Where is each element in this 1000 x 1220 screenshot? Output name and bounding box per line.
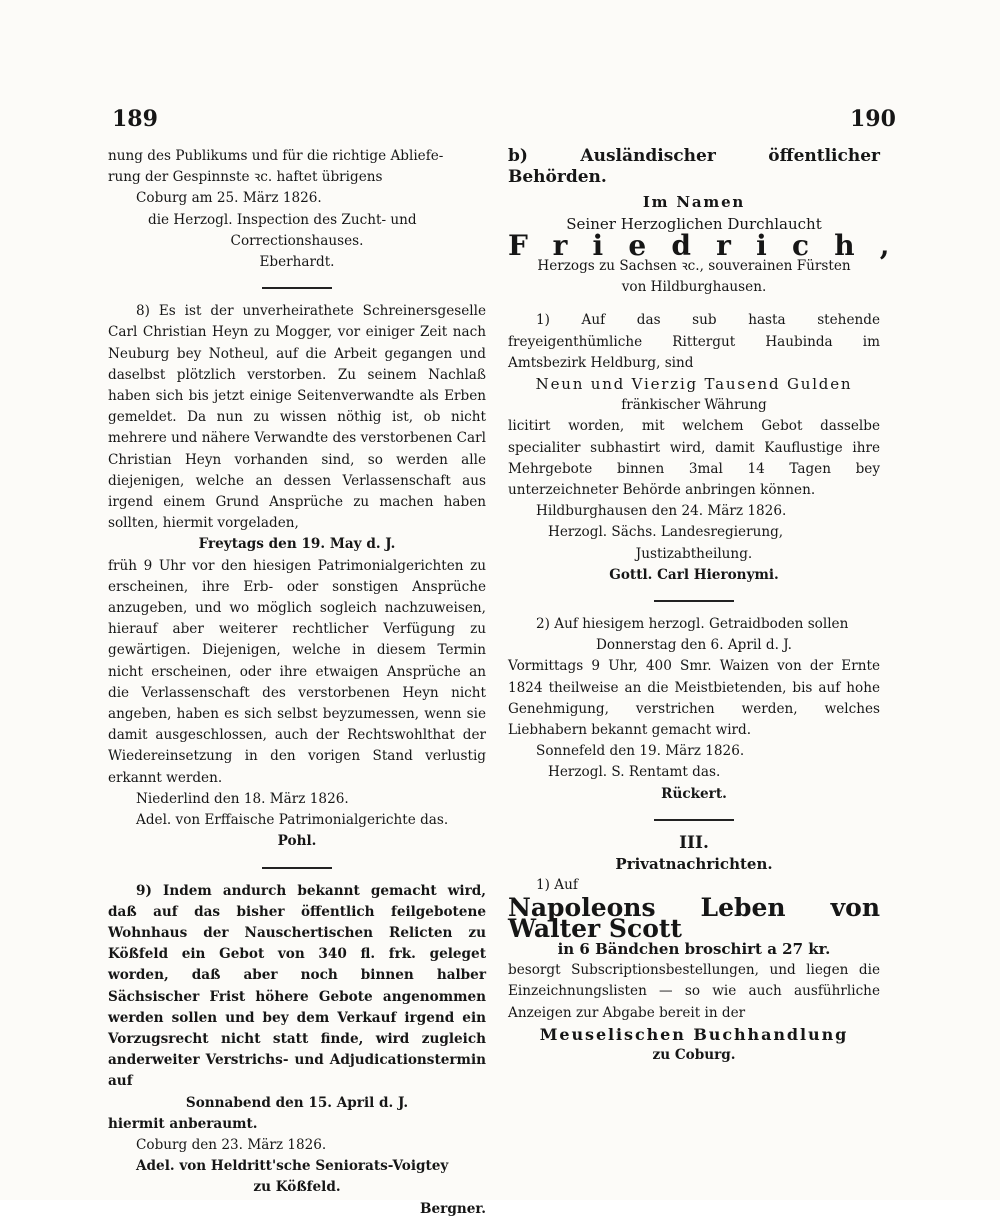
notice-signature-name: Eberhardt.: [259, 254, 335, 271]
notice-signature-authority-2: Correctionshauses.: [230, 232, 364, 249]
right-column: [508, 146, 915, 1066]
notice-r2-date: Donnerstag den 6. April d. J.: [596, 637, 792, 654]
bookshop-city: zu Coburg.: [652, 1046, 736, 1063]
notice-9-signature-name: Bergner.: [420, 1200, 486, 1217]
private-item-1-body: besorgt Subscriptionsbestellungen, und liegen die Einzeichnungslisten — so wie auch ausführliche Anzeigen zur Abgabe bereit in der: [508, 962, 880, 1021]
separator-rule: [654, 600, 734, 602]
notice-8-signature-authority: Adel. von Erffaische Patrimonialgerichte das.: [136, 812, 449, 829]
notice-r2-signature-name: Rückert.: [661, 785, 727, 802]
book-edition: in 6 Bändchen broschirt a 27 kr.: [557, 939, 831, 958]
notice-r1-body-2: licitirt worden, mit welchem Gebot dasselbe specialiter subhastirt wird, damit Kauflustige ihre Mehrgebote binnen 3mal 14 Tagen bey unterzeichneter Behörde anbringen können.: [508, 418, 880, 499]
notice-8-signature-name: Pohl.: [277, 833, 317, 850]
notice-r2-place-date: Sonnefeld den 19. März 1826.: [536, 743, 745, 760]
serene-highness-line: Seiner Herzoglichen Durchlaucht: [566, 214, 822, 233]
notice-r1-place-date: Hildburghausen den 24. März 1826.: [536, 503, 787, 520]
notice-r1-amount: Neun und Vierzig Tausend Gulden: [535, 375, 853, 394]
notice-9-date: Sonnabend den 15. April d. J.: [185, 1094, 409, 1111]
notice-r1-signature-name: Gottl. Carl Hieronymi.: [609, 566, 779, 583]
continuation-line-1: nung des Publikums und für die richtige Abliefe-: [108, 148, 444, 164]
notice-signature-authority: die Herzogl. Inspection des Zucht- und: [148, 211, 417, 228]
notice-9-body: 9) Indem andurch bekannt gemacht wird, daß auf das bisher öffentlich feilgebotene Wohnhaus der Nauschertischen Relicten zu Kößfeld ein Gebot von 340 fl. frk. geleget worden, daß aber noch binnen halber Sächsischer Frist höhere Gebote angenommen werden sollen und bey dem Verkauf irgend ein Vorzugsrecht nicht statt finde, wird zugleich anderweiter Verstrichs- und Adjudicationstermin auf: [108, 882, 486, 1090]
notice-r2-body: 2) Auf hiesigem herzogl. Getraidboden sollen: [536, 616, 849, 633]
notice-9-body-2: hiermit anberaumt.: [108, 1115, 258, 1132]
notice-r1-body: 1) Auf das sub hasta stehende freyeigenthümliche Rittergut Haubinda im Amtsbezirk Heldburg, sind: [508, 312, 880, 371]
notice-9-place-date: Coburg den 23. März 1826.: [136, 1136, 327, 1153]
left-column: [108, 146, 486, 1220]
in-the-name-line: Im Namen: [642, 193, 746, 212]
bookshop-name: Meuselischen Buchhandlung: [539, 1024, 849, 1044]
notice-date: Coburg am 25. März 1826.: [136, 190, 322, 207]
ruler-name: Friedrich,: [508, 228, 915, 262]
notice-8-body-2: früh 9 Uhr vor den hiesigen Patrimonialgerichten zu erscheinen, ihre Erb- oder sonstigen Ansprüche anzugeben, und wo möglich sogleich nachzuweisen, hierauf aber weiterer rechtlicher Verfügung zu gewärtigen. Diejenigen, welche in diesem Termin nicht erscheinen, oder ihre etwaigen Ansprüche an die Verlassenschaft des verstorbenen Heyn nicht angeben, haben es sich selbst beyzumessen, wenn sie damit ausgeschlossen, auch der Rechtswohlthat der Wiedereinsetzung in den vorigen Stand verlustig erkannt werden.: [108, 557, 486, 786]
ruler-title-2: von Hildburghausen.: [621, 279, 767, 296]
continuation-line-2: rung der Gespinnste ꝛc. haftet übrigens: [108, 169, 383, 186]
section-title-private-news: Privatnachrichten.: [615, 855, 773, 874]
section-number: III.: [679, 832, 709, 853]
page-number-right: 190: [850, 106, 896, 132]
ruler-title-1: Herzogs zu Sachsen ꝛc., souverainen Fürsten: [537, 258, 851, 275]
section-heading-foreign-authorities: b) Ausländischer öffentlicher Behörden.: [508, 146, 880, 188]
notice-9-signature-place: zu Kößfeld.: [253, 1179, 341, 1196]
notice-9-signature-authority: Adel. von Heldritt'sche Seniorats-Voigtey: [136, 1158, 449, 1175]
notice-r1-signature-dept: Justizabtheilung.: [635, 545, 753, 562]
notice-8-place-date: Niederlind den 18. März 1826.: [136, 790, 349, 807]
notice-r1-signature-authority: Herzogl. Sächs. Landesregierung,: [548, 524, 784, 541]
book-title: Napoleons Leben von Walter Scott: [508, 892, 880, 943]
notice-8-date: Freytags den 19. May d. J.: [198, 536, 396, 553]
notice-r2-body-2: Vormittags 9 Uhr, 400 Smr. Waizen von der Ernte 1824 theilweise an die Meistbietenden, bis auf hohe Genehmigung, verstrichen werden, welches Liebhabern bekannt gemacht wird.: [508, 658, 880, 739]
notice-8-body: 8) Es ist der unverheirathete Schreinersgeselle Carl Christian Heyn zu Mogger, vor einiger Zeit nach Neuburg bey Notheul, auf die Arbeit gegangen und daselbst plötzlich verstorben. Zu seinem Nachlaß haben sich bis jetzt einige Seitenverwandte als Erben gemeldet. Da nun zu wissen nöthig ist, ob nicht mehrere und nähere Verwandte des verstorbenen Carl Christian Heyn vorhanden sind, so werden alle diejenigen, welche an dessen Verlassenschaft aus irgend einem Grund Ansprüche zu machen haben sollten, hiermit vorgeladen,: [108, 303, 486, 532]
private-item-1-label: 1) Auf: [536, 877, 578, 894]
notice-r2-signature-authority: Herzogl. S. Rentamt das.: [548, 764, 721, 781]
notice-r1-currency: fränkischer Währung: [621, 397, 767, 414]
separator-rule: [262, 287, 332, 289]
page-number-left: 189: [112, 106, 158, 132]
separator-rule: [262, 867, 332, 869]
separator-rule: [654, 819, 734, 821]
